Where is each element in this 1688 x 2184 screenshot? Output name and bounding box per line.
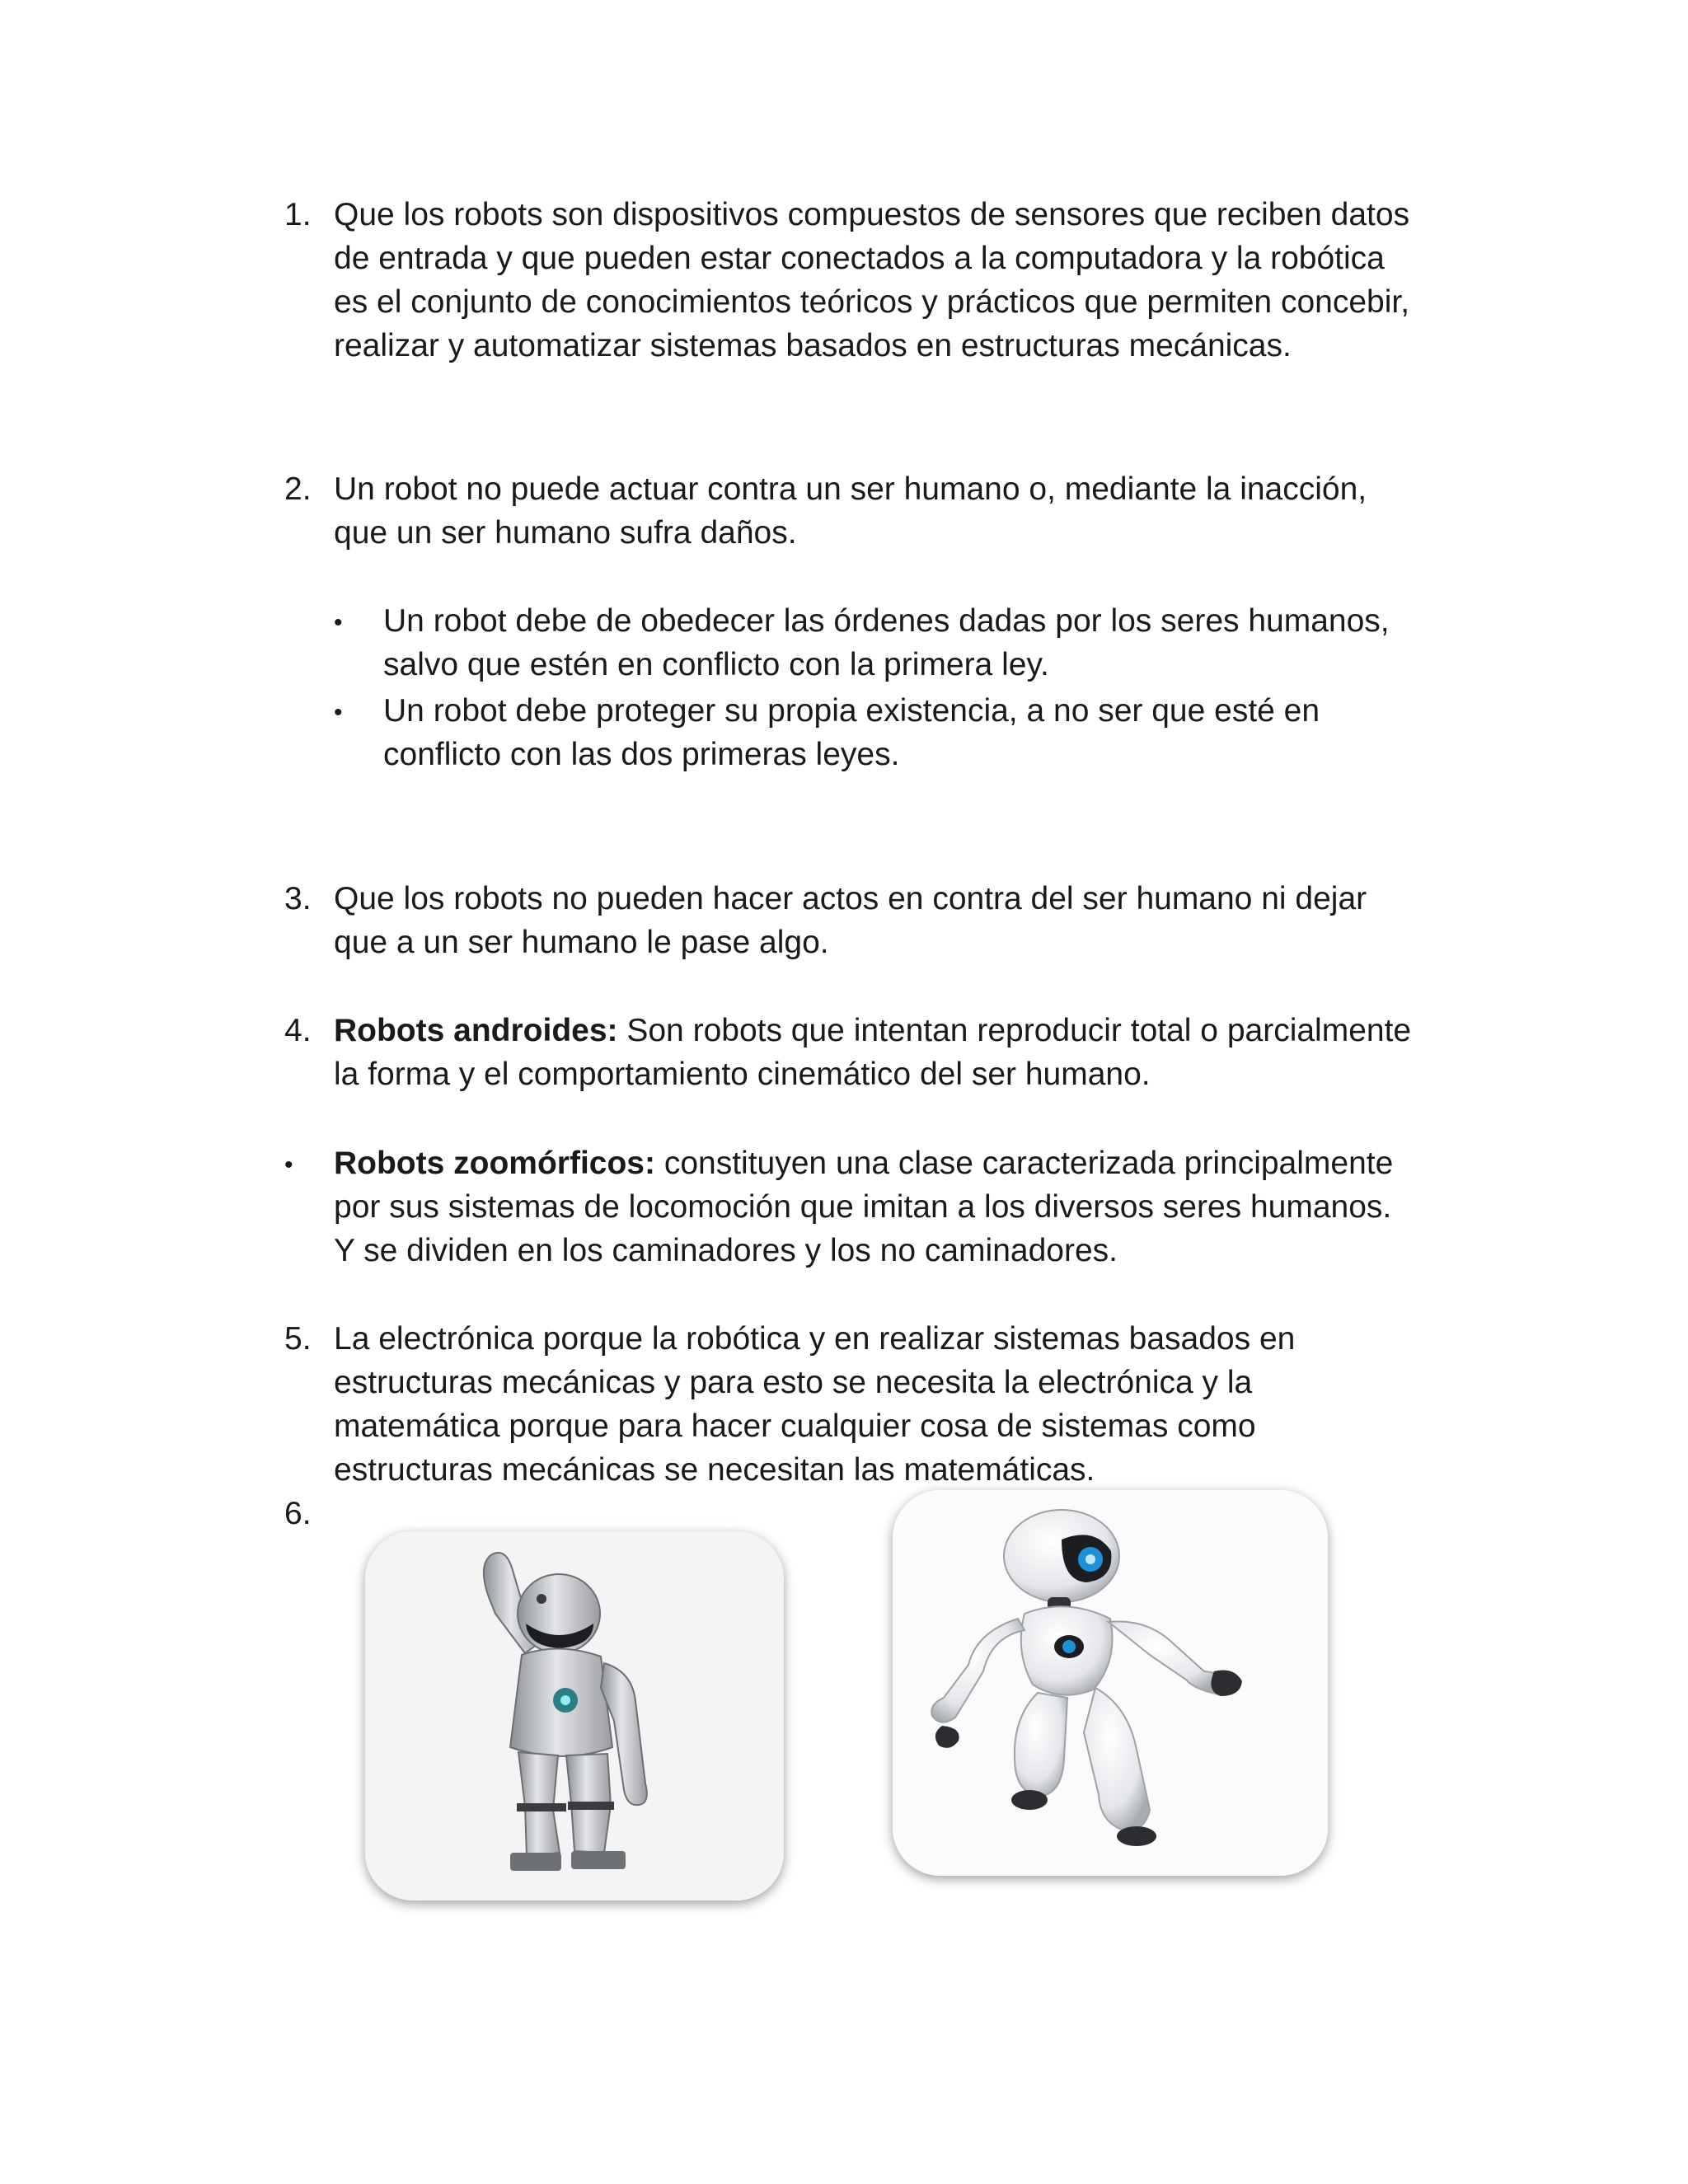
term-label: Robots zoomórficos: [334, 1146, 655, 1181]
bullet-marker: • [334, 609, 343, 636]
term-label: Robots androides: [334, 1013, 618, 1048]
item-number: 5. [284, 1321, 312, 1357]
text-line: por sus sistemas de locomoción que imitan a los diversos seres humanos. [334, 1189, 1392, 1225]
text-line: Que los robots son dispositivos compuestos de sensores que reciben datos [334, 197, 1410, 232]
item-text [334, 193, 1471, 368]
item-number: 4. [284, 1013, 312, 1048]
item-text [334, 1141, 1471, 1272]
text-line: Y se dividen en los caminadores y los no caminadores. [334, 1233, 1118, 1268]
robot-image-waving [365, 1531, 784, 1900]
bullet-text [383, 599, 1390, 687]
text-line: que un ser humano sufra daños. [334, 515, 797, 551]
item-text [334, 877, 1471, 964]
bullet-marker: • [334, 699, 343, 726]
item-number: 2. [284, 471, 312, 507]
item-number: 1. [284, 197, 312, 232]
item-text [334, 1009, 1471, 1096]
text-line: estructuras mecánicas y para esto se necesita la electrónica y la [334, 1365, 1253, 1400]
text-line: Que los robots no pueden hacer actos en contra del ser humano ni dejar [334, 881, 1367, 916]
bullet-marker: • [284, 1151, 293, 1179]
robot-waving-illustration [365, 1531, 784, 1900]
item-number: 3. [284, 881, 312, 916]
bullet-text [383, 689, 1320, 776]
text-line: la forma y el comportamiento cinemático del ser humano. [334, 1057, 1151, 1092]
text-line: que a un ser humano le pase algo. [334, 925, 829, 960]
text-line: La electrónica porque la robótica y en realizar sistemas basados en [334, 1321, 1296, 1357]
text-line [334, 1009, 1471, 1052]
text-line: realizar y automatizar sistemas basados en estructuras mecánicas. [334, 328, 1292, 363]
text-line: de entrada y que pueden estar conectados a la computadora y la robótica [334, 241, 1385, 276]
item-text [334, 467, 1471, 555]
item-text [334, 1317, 1471, 1492]
text-line: estructuras mecánicas se necesitan las matemáticas. [334, 1452, 1095, 1488]
text-line: matemática porque para hacer cualquier cosa de sistemas como [334, 1408, 1256, 1444]
item-number: 6. [284, 1496, 312, 1531]
text-line: salvo que estén en conflicto con la primera ley. [383, 647, 1049, 682]
term-definition: constituyen una clase caracterizada principalmente [654, 1146, 1394, 1181]
text-line: es el conjunto de conocimientos teóricos y prácticos que permiten concebir, [334, 284, 1410, 320]
text-line [334, 1141, 1471, 1185]
text-line: Un robot debe de obedecer las órdenes dadas por los seres humanos, [383, 603, 1390, 639]
text-line: Un robot debe proteger su propia existencia, a no ser que esté en [383, 693, 1320, 729]
robot-image-white [893, 1490, 1328, 1876]
term-definition: Son robots que intentan reproducir total o parcialmente [617, 1013, 1412, 1048]
text-line: conflicto con las dos primeras leyes. [383, 737, 900, 772]
robot-white-illustration [893, 1490, 1328, 1876]
text-line: Un robot no puede actuar contra un ser humano o, mediante la inacción, [334, 471, 1367, 507]
